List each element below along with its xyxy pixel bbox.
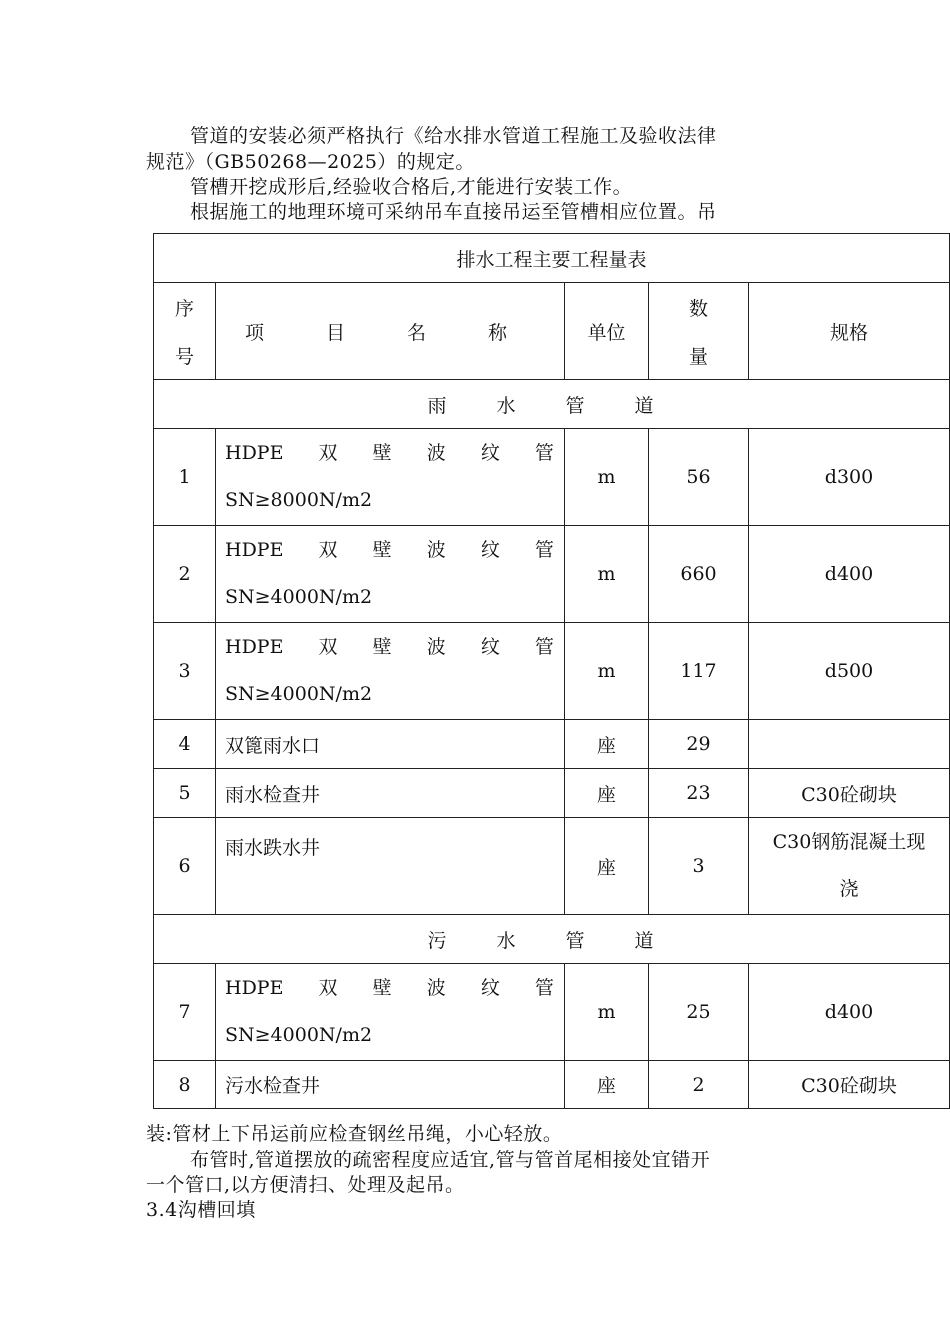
row-spec: d500: [749, 623, 950, 720]
row-qty: 117: [649, 623, 749, 720]
section-rain: 雨 水 管 道: [154, 380, 950, 429]
row-unit: m: [565, 429, 649, 526]
row-unit: 座: [565, 720, 649, 769]
name-word: 管: [534, 977, 554, 999]
header-qty-bottom: 量: [688, 345, 708, 368]
header-seq-top: 序: [174, 297, 194, 320]
row-unit: 座: [565, 769, 649, 818]
intro-line-3: 管槽开挖成形后,经验收合格后,才能进行安装工作。: [190, 176, 633, 198]
row-spec: d300: [749, 429, 950, 526]
row-no: 2: [154, 526, 216, 623]
name-word: 波: [426, 636, 446, 658]
name-word: HDPE: [225, 442, 284, 464]
intro-line-4: 根据施工的地理环境可采纳吊车直接吊运至管槽相应位置。吊: [190, 201, 717, 223]
header-unit: 单位: [565, 283, 649, 380]
header-spec: 规格: [749, 283, 950, 380]
name-word: 波: [426, 539, 446, 561]
row-no: 3: [154, 623, 216, 720]
row-name: [216, 429, 565, 526]
name-word: 双: [318, 636, 338, 658]
row-qty: 3: [649, 818, 749, 915]
outro-line-3: 一个管口,以方便清扫、处理及起吊。: [146, 1174, 465, 1196]
table-row: [154, 769, 950, 818]
name-line2: SN≥4000N/m2: [225, 1024, 373, 1046]
name-word: 双: [318, 539, 338, 561]
row-spec: d400: [749, 964, 950, 1061]
intro-line-2: 规范》（GB50268—2025）的规定。: [146, 151, 475, 173]
row-unit: m: [565, 526, 649, 623]
row-qty: 23: [649, 769, 749, 818]
section-heading: 3.4沟槽回填: [146, 1199, 256, 1221]
table-row: [154, 1061, 950, 1109]
row-spec: [749, 720, 950, 769]
row-name: 雨水检查井: [216, 769, 565, 818]
table-row: [154, 818, 950, 915]
name-word: 管: [534, 636, 554, 658]
name-word: 纹: [480, 539, 500, 561]
name-line2: SN≥4000N/m2: [225, 683, 373, 705]
row-spec: d400: [749, 526, 950, 623]
name-word: 双: [318, 442, 338, 464]
name-word: 管: [534, 442, 554, 464]
name-word: 壁: [372, 977, 392, 999]
row-no: 6: [154, 818, 216, 915]
name-word: 管: [534, 539, 554, 561]
row-no: 7: [154, 964, 216, 1061]
row-qty: 25: [649, 964, 749, 1061]
header-name: 项 目 名 称: [216, 283, 565, 380]
header-qty-top: 数: [688, 297, 708, 320]
spec-line1: C30钢筋混凝土现: [772, 831, 926, 853]
name-word: 壁: [372, 442, 392, 464]
row-qty: 29: [649, 720, 749, 769]
name-line2: SN≥8000N/m2: [225, 489, 373, 511]
row-spec: [749, 818, 950, 915]
spec-line2: 浇: [839, 878, 859, 900]
row-name: 双篦雨水口: [216, 720, 565, 769]
header-qty: [649, 283, 749, 380]
name-word: 壁: [372, 636, 392, 658]
outro-line-2: 布管时,管道摆放的疏密程度应适宜,管与管首尾相接处宜错开: [190, 1149, 711, 1171]
name-word: 纹: [480, 442, 500, 464]
row-no: 4: [154, 720, 216, 769]
name-word: 双: [318, 977, 338, 999]
header-seq-bottom: 号: [174, 345, 194, 368]
row-spec: C30砼砌块: [749, 769, 950, 818]
table-header-row: [154, 283, 950, 380]
name-word: HDPE: [225, 539, 284, 561]
row-name: [216, 623, 565, 720]
name-word: HDPE: [225, 977, 284, 999]
table-row: [154, 429, 950, 526]
row-qty: 660: [649, 526, 749, 623]
row-unit: 座: [565, 818, 649, 915]
name-word: HDPE: [225, 636, 284, 658]
name-word: 波: [426, 442, 446, 464]
name-word: 纹: [480, 636, 500, 658]
table-row: [154, 720, 950, 769]
row-no: 1: [154, 429, 216, 526]
row-unit: 座: [565, 1061, 649, 1109]
quantity-table: [153, 233, 950, 1109]
name-word: 壁: [372, 539, 392, 561]
row-qty: 56: [649, 429, 749, 526]
row-no: 5: [154, 769, 216, 818]
row-qty: 2: [649, 1061, 749, 1109]
outro-line-1: 装:管材上下吊运前应检查钢丝吊绳，小心轻放。: [146, 1123, 563, 1145]
table-row: [154, 964, 950, 1061]
row-name: 雨水跌水井: [216, 818, 565, 915]
name-word: 纹: [480, 977, 500, 999]
row-no: 8: [154, 1061, 216, 1109]
name-word: 波: [426, 977, 446, 999]
row-name: 污水检查井: [216, 1061, 565, 1109]
row-name: [216, 964, 565, 1061]
table-title: 排水工程主要工程量表: [154, 234, 950, 283]
row-spec: C30砼砌块: [749, 1061, 950, 1109]
section-sewage: 污 水 管 道: [154, 915, 950, 964]
row-unit: m: [565, 623, 649, 720]
name-line2: SN≥4000N/m2: [225, 586, 373, 608]
row-name: [216, 526, 565, 623]
intro-line-1: 管道的安装必须严格执行《给水排水管道工程施工及验收法律: [190, 125, 717, 147]
table-row: [154, 623, 950, 720]
row-unit: m: [565, 964, 649, 1061]
header-seq: [154, 283, 216, 380]
table-row: [154, 526, 950, 623]
